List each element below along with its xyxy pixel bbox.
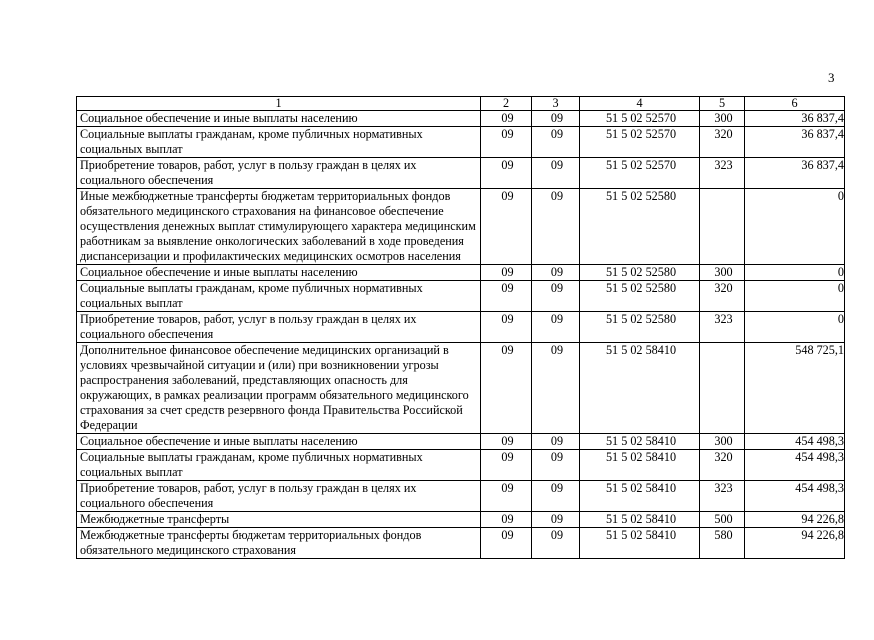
row-name-cell: Социальные выплаты гражданам, кроме публичных нормативных социальных выплат (77, 127, 481, 158)
target-article-cell: 51 5 02 52580 (580, 281, 700, 312)
row-name-cell: Социальное обеспечение и иные выплаты населению (77, 265, 481, 281)
row-name-cell: Иные межбюджетные трансферты бюджетам территориальных фондов обязательного медицинского страхования на финансовое обеспечение осуществления денежных выплат стимулирующего характера медицинским работникам за выявление онкологических заболеваний в ходе проведения диспансеризации и профилактических медицинских осмотров населения (77, 189, 481, 265)
target-article-cell: 51 5 02 58410 (580, 434, 700, 450)
amount-cell: 94 226,8 (745, 512, 845, 528)
target-article-cell: 51 5 02 58410 (580, 512, 700, 528)
target-article-cell: 51 5 02 52570 (580, 111, 700, 127)
expense-type-cell: 320 (700, 127, 745, 158)
column-header-2: 2 (481, 97, 532, 111)
row-name-cell: Социальное обеспечение и иные выплаты населению (77, 434, 481, 450)
table-row (77, 343, 845, 434)
section-cell: 09 (481, 481, 532, 512)
expense-type-cell: 320 (700, 450, 745, 481)
section-cell: 09 (481, 312, 532, 343)
amount-cell: 36 837,4 (745, 111, 845, 127)
table-row (77, 265, 845, 281)
section-cell: 09 (481, 158, 532, 189)
row-name-cell: Приобретение товаров, работ, услуг в пользу граждан в целях их социального обеспечения (77, 158, 481, 189)
table-row (77, 158, 845, 189)
target-article-cell: 51 5 02 58410 (580, 343, 700, 434)
subsection-cell: 09 (532, 127, 580, 158)
table-row (77, 281, 845, 312)
target-article-cell: 51 5 02 58410 (580, 481, 700, 512)
table-row (77, 312, 845, 343)
column-header-5: 5 (700, 97, 745, 111)
section-cell: 09 (481, 512, 532, 528)
expense-type-cell: 300 (700, 434, 745, 450)
target-article-cell: 51 5 02 52570 (580, 127, 700, 158)
amount-cell: 454 498,3 (745, 434, 845, 450)
expense-type-cell (700, 343, 745, 434)
amount-cell: 454 498,3 (745, 450, 845, 481)
amount-cell: 36 837,4 (745, 158, 845, 189)
row-name-cell: Приобретение товаров, работ, услуг в пользу граждан в целях их социального обеспечения (77, 481, 481, 512)
row-name-cell: Социальные выплаты гражданам, кроме публичных нормативных социальных выплат (77, 281, 481, 312)
column-header-3: 3 (532, 97, 580, 111)
budget-table (76, 96, 845, 559)
subsection-cell: 09 (532, 528, 580, 559)
column-header-1: 1 (77, 97, 481, 111)
section-cell: 09 (481, 343, 532, 434)
target-article-cell: 51 5 02 58410 (580, 528, 700, 559)
column-header-6: 6 (745, 97, 845, 111)
subsection-cell: 09 (532, 111, 580, 127)
amount-cell: 454 498,3 (745, 481, 845, 512)
table-row (77, 127, 845, 158)
subsection-cell: 09 (532, 189, 580, 265)
expense-type-cell (700, 189, 745, 265)
target-article-cell: 51 5 02 52580 (580, 312, 700, 343)
table-header-row (77, 97, 845, 111)
table-row (77, 481, 845, 512)
row-name-cell: Межбюджетные трансферты (77, 512, 481, 528)
subsection-cell: 09 (532, 158, 580, 189)
section-cell: 09 (481, 111, 532, 127)
row-name-cell: Межбюджетные трансферты бюджетам территориальных фондов обязательного медицинского страхования (77, 528, 481, 559)
subsection-cell: 09 (532, 343, 580, 434)
row-name-cell: Социальные выплаты гражданам, кроме публичных нормативных социальных выплат (77, 450, 481, 481)
page-number: 3 (828, 70, 835, 85)
target-article-cell: 51 5 02 52570 (580, 158, 700, 189)
section-cell: 09 (481, 450, 532, 481)
expense-type-cell: 320 (700, 281, 745, 312)
row-name-cell: Дополнительное финансовое обеспечение медицинских организаций в условиях чрезвычайной ситуации и (или) при возникновении угрозы распространения заболеваний, представляющих опасность для окружающих, в рамках реализации программ обязательного медицинского страхования за счет средств резервного фонда Правительства Российской Федерации (77, 343, 481, 434)
subsection-cell: 09 (532, 481, 580, 512)
subsection-cell: 09 (532, 281, 580, 312)
section-cell: 09 (481, 434, 532, 450)
amount-cell: 0 (745, 189, 845, 265)
table-row (77, 512, 845, 528)
row-name-cell: Социальное обеспечение и иные выплаты населению (77, 111, 481, 127)
target-article-cell: 51 5 02 52580 (580, 265, 700, 281)
table-row (77, 450, 845, 481)
table-row (77, 189, 845, 265)
expense-type-cell: 323 (700, 158, 745, 189)
column-header-4: 4 (580, 97, 700, 111)
subsection-cell: 09 (532, 450, 580, 481)
expense-type-cell: 580 (700, 528, 745, 559)
section-cell: 09 (481, 265, 532, 281)
table-row (77, 111, 845, 127)
amount-cell: 548 725,1 (745, 343, 845, 434)
table-row (77, 434, 845, 450)
row-name-cell: Приобретение товаров, работ, услуг в пользу граждан в целях их социального обеспечения (77, 312, 481, 343)
target-article-cell: 51 5 02 58410 (580, 450, 700, 481)
expense-type-cell: 300 (700, 111, 745, 127)
subsection-cell: 09 (532, 312, 580, 343)
section-cell: 09 (481, 127, 532, 158)
table-row (77, 528, 845, 559)
section-cell: 09 (481, 528, 532, 559)
expense-type-cell: 300 (700, 265, 745, 281)
section-cell: 09 (481, 189, 532, 265)
amount-cell: 94 226,8 (745, 528, 845, 559)
subsection-cell: 09 (532, 512, 580, 528)
target-article-cell: 51 5 02 52580 (580, 189, 700, 265)
subsection-cell: 09 (532, 434, 580, 450)
amount-cell: 36 837,4 (745, 127, 845, 158)
amount-cell: 0 (745, 312, 845, 343)
expense-type-cell: 323 (700, 312, 745, 343)
expense-type-cell: 323 (700, 481, 745, 512)
section-cell: 09 (481, 281, 532, 312)
amount-cell: 0 (745, 281, 845, 312)
amount-cell: 0 (745, 265, 845, 281)
subsection-cell: 09 (532, 265, 580, 281)
expense-type-cell: 500 (700, 512, 745, 528)
